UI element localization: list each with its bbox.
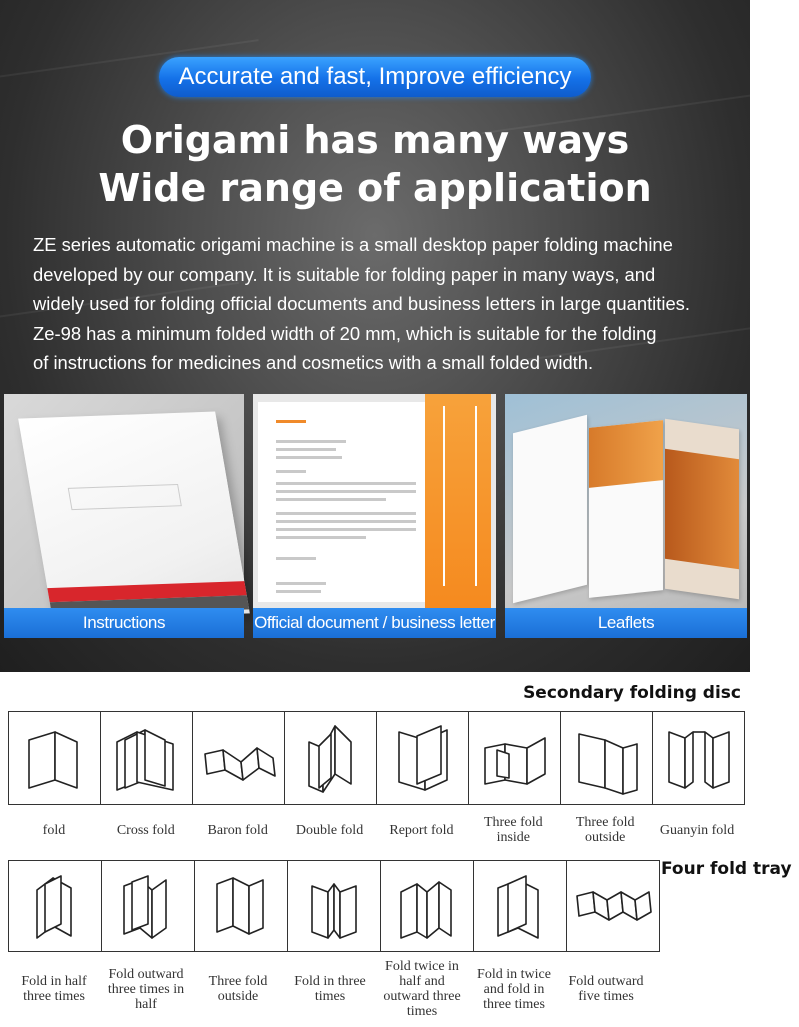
cross-fold-icon	[107, 718, 187, 798]
intro-line: of instructions for medicines and cosmetics with a small folded width.	[33, 352, 594, 373]
fold-label: Fold in twice and fold in three times	[477, 966, 551, 1012]
four-fold-tray-labels	[8, 958, 658, 1020]
fold-in-twice-three-icon	[480, 866, 560, 946]
fold-outward-five-icon	[573, 866, 653, 946]
double-fold-icon	[291, 718, 371, 798]
document-image	[258, 402, 426, 602]
intro-line: Ze-98 has a minimum folded width of 20 mm, which is suitable for the folding	[33, 322, 657, 344]
fold-cell	[285, 712, 377, 804]
fold-cell	[9, 861, 102, 951]
fold-cell	[561, 712, 653, 804]
fold-label: Fold in three times	[294, 974, 366, 1004]
fold-cell	[193, 712, 285, 804]
sample-caption: Official document / business letter	[253, 608, 496, 638]
fold-cell	[102, 861, 195, 951]
fold-cell	[474, 861, 567, 951]
fold-label: Fold outward three times in half	[107, 966, 185, 1012]
fold-cell	[381, 861, 474, 951]
intro-line: ZE series automatic origami machine is a small desktop paper folding machine	[33, 234, 673, 255]
sample-card-official-document	[253, 394, 496, 638]
four-fold-tray-grid	[8, 860, 660, 952]
fold-label: fold	[42, 822, 66, 838]
fold-label: Fold twice in half and outward three times	[383, 959, 461, 1019]
fold-twice-half-outward-icon	[387, 866, 467, 946]
fold-cell	[9, 712, 101, 804]
fold-cell	[469, 712, 561, 804]
tagline-badge: Accurate and fast, Improve efficiency	[159, 57, 591, 97]
fold-cell	[195, 861, 288, 951]
fold-label: Double fold	[295, 822, 364, 838]
leaflet-panel-left	[513, 415, 587, 603]
fold-label: Three fold inside	[483, 815, 543, 845]
secondary-disc-title: Secondary folding disc	[523, 683, 741, 703]
intro-line: developed by our company. It is suitable for folding paper in many ways, and	[33, 263, 656, 285]
three-fold-outside-icon	[567, 718, 647, 798]
fold-cell	[101, 712, 193, 804]
sample-card-instructions	[4, 394, 244, 638]
fold-in-three-times-icon	[294, 866, 374, 946]
four-fold-tray-title: Four fold tray	[661, 859, 792, 879]
intro-paragraph	[33, 230, 733, 378]
fold-cell	[567, 861, 659, 951]
three-fold-outside-icon	[201, 866, 281, 946]
fold-label: Cross fold	[116, 822, 175, 838]
fold-label: Three fold outside	[575, 815, 635, 845]
report-fold-icon	[383, 718, 463, 798]
three-fold-inside-icon	[475, 718, 555, 798]
booklet-image	[18, 412, 250, 621]
fold-half-three-times-icon	[15, 866, 95, 946]
fold-cell	[377, 712, 469, 804]
fold-label: Fold outward five times	[568, 974, 644, 1004]
document-orange-band	[425, 394, 491, 608]
intro-line: widely used for folding official documents and business letters in large quantities.	[33, 293, 690, 314]
fold-label: Baron fold	[207, 822, 268, 838]
fold-label: Fold in half three times	[21, 974, 87, 1004]
sample-card-leaflets	[505, 394, 747, 638]
fold-cell	[288, 861, 381, 951]
fold-label: Guanyin fold	[659, 822, 735, 838]
headline-line-1: Origami has many ways	[120, 118, 630, 162]
fold-outward-three-half-icon	[108, 866, 188, 946]
secondary-disc-labels	[8, 812, 743, 848]
sample-caption: Instructions	[4, 608, 244, 638]
single-fold-icon	[15, 718, 95, 798]
secondary-disc-grid	[8, 711, 745, 805]
headline-line-2: Wide range of application	[98, 166, 652, 210]
sample-caption: Leaflets	[505, 608, 747, 638]
guanyin-fold-icon	[659, 718, 739, 798]
fold-label: Report fold	[389, 822, 454, 838]
baron-fold-icon	[199, 718, 279, 798]
fold-cell	[653, 712, 744, 804]
fold-label: Three fold outside	[208, 974, 268, 1004]
